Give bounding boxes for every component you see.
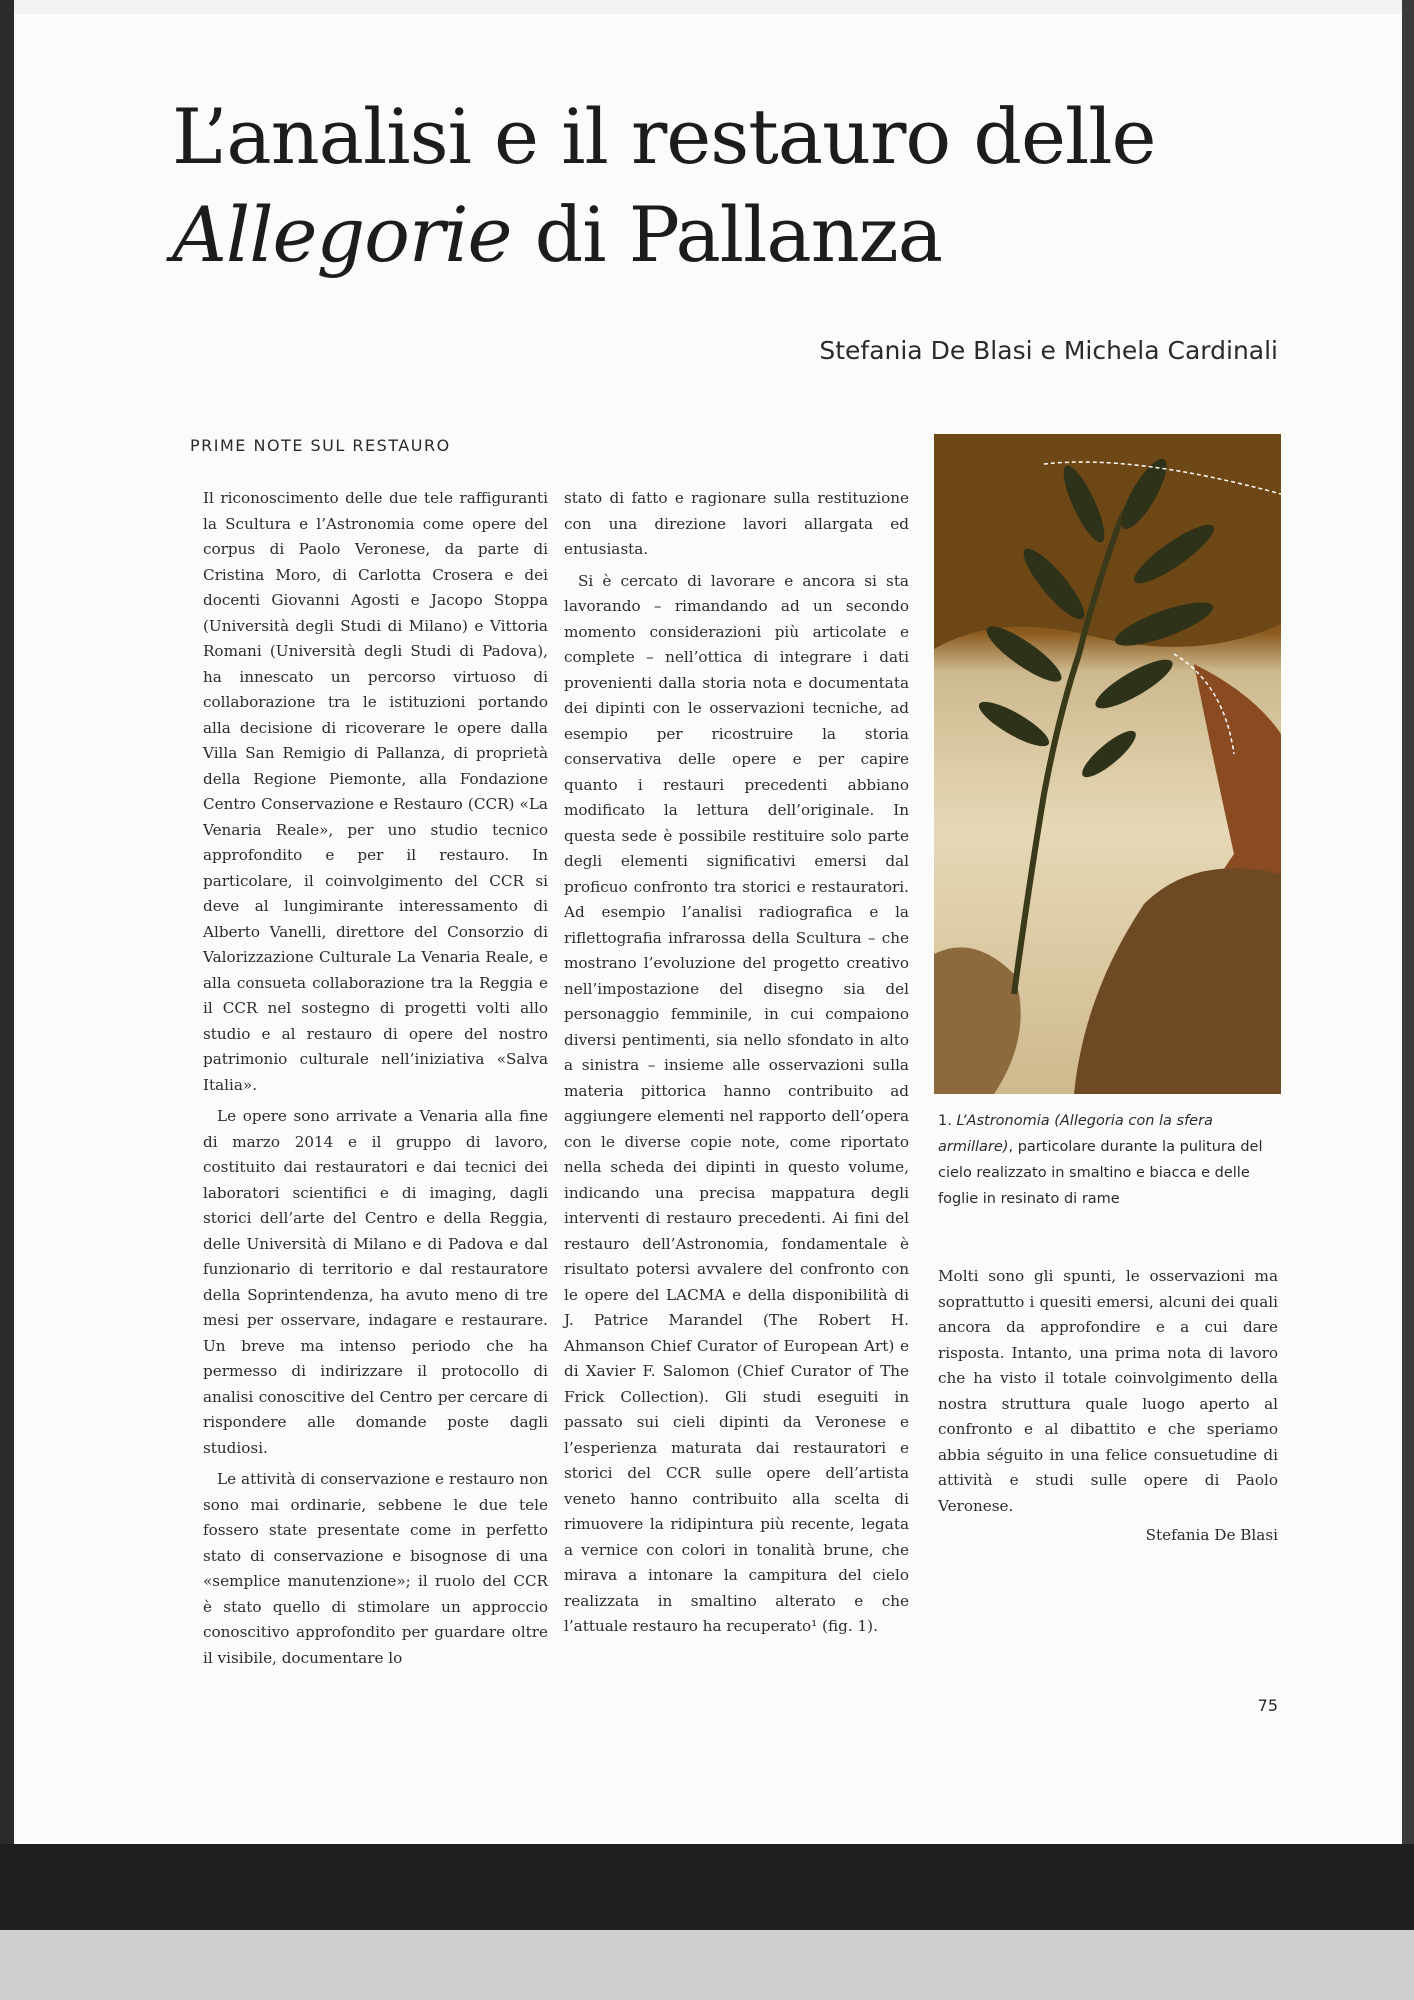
brown-overpaint-area: [934, 434, 1281, 649]
text-column-2: [564, 486, 909, 1640]
caption-number: 1.: [938, 1113, 952, 1129]
article-title: [172, 88, 1192, 284]
figure-caption: [938, 1108, 1283, 1212]
title-italic-word: Allegorie: [172, 190, 512, 279]
paragraph: Si è cercato di lavorare e ancora si sta lavorando – rimandando ad un secondo momento considerazioni più articolate e complete – nell’ottica di integrare i dati provenienti dalla storia nota e documentata dei dipinti con le osservazioni tecniche, ad esempio per ricostruire la storia conservativa delle opere e per capire quanto i restauri precedenti abbiano modificato la lettura dell’originale. In questa sede è possibile restituire solo parte degli elementi significativi emersi dal proficuo confronto tra storici e restauratori. Ad esempio l’analisi radiografica e la riflettografia infrarossa della Scultura – che mostrano l’evoluzione del progetto creativo nell’impostazione del disegno sia del personaggio femminile, in cui compaiono diversi pentimenti, sia nello sfondato in alto a sinistra – insieme alle osservazioni sulla materia pittorica hanno contribuito ad aggiungere elementi nel rapporto dell’opera con le diverse copie note, come riportato nella scheda dei dipinti in questo volume, indicando una precisa mappatura degli interventi di restauro precedenti. Ai fini del restauro dell’Astronomia, fondamentale è risultato potersi avvalere del confronto con le opere del LACMA e della disponibilità di J. Patrice Marandel (The Robert H. Ahmanson Chief Curator of European Art) e di Xavier F. Salomon (Chief Curator of The Frick Collection). Gli studi eseguiti in passato sui cieli dipinti da Veronese e l’esperienza maturata dai restauratori e storici del CCR sulle opere dell’artista veneto hanno contribuito alla scelta di rimuovere la ridipintura più recente, legata a vernice con colori in tonalità brune, che mirava a intonare la campitura del cielo realizzata in smaltino alterato e che l’attuale restauro ha recuperato¹ (fig. 1).: [564, 571, 909, 1635]
paragraph: Il riconoscimento delle due tele raffiguranti la Scultura e l’Astronomia come opere del corpus di Paolo Veronese, da parte di Cristina Moro, di Carlotta Crosera e dei docenti Giovanni Agosti e Jacopo Stoppa (Università degli Studi di Milano) e Vittoria Romani (Università degli Studi di Padova), ha innescato un percorso virtuoso di collaborazione tra le istituzioni portando alla decisione di ricoverare le opere dalla Villa San Remigio di Pallanza, di proprietà della Regione Piemonte, alla Fondazione Centro Conservazione e Restauro (CCR) «La Venaria Reale», per uno studio tecnico approfondito e per il restauro. In particolare, il coinvolgimento del CCR si deve al lungimirante interessamento di Alberto Vanelli, direttore del Consorzio di Valorizzazione Culturale La Venaria Reale, e alla consueta collaborazione tra la Reggia e il CCR nel sostegno di progetti volti allo studio e al restauro di opere del nostro patrimonio culturale nell’iniziativa «Salva Italia».: [203, 489, 548, 1094]
caption-text: , particolare durante la pulitura del cielo realizzato in smaltino e biacca e delle foglie in resinato di rame: [938, 1139, 1263, 1207]
text-column-1: [203, 486, 548, 1671]
figure-astronomia-detail: [934, 434, 1281, 1094]
paragraph: Molti sono gli spunti, le osservazioni ma soprattutto i quesiti emersi, alcuni dei quali ancora da approfondire e a cui dare risposta. Intanto, una prima nota di lavoro che ha visto il totale coinvolgimento della nostra struttura quale luogo aperto al confronto e al dibattito e che speriamo abbia séguito in una felice consuetudine di attività e studi sulle opere di Paolo Veronese.: [938, 1267, 1278, 1515]
page-number: 75: [1257, 1696, 1278, 1715]
title-line-1: L’analisi e il restauro delle: [172, 92, 1156, 181]
section-heading: PRIME NOTE SUL RESTAURO: [190, 436, 451, 455]
text-column-3: [938, 1264, 1278, 1549]
scan-right-edge: [1402, 0, 1414, 2000]
caption-italic-title: L’Astronomia (Allegoria con la sfera armillare): [938, 1113, 1213, 1155]
article-authors: Stefania De Blasi e Michela Cardinali: [819, 336, 1278, 365]
scan-bottom-strip: [0, 1930, 1414, 2000]
scan-left-edge: [0, 0, 14, 2000]
paragraph: Le attività di conservazione e restauro non sono mai ordinarie, sebbene le due tele fossero state presentate come in perfetto stato di conservazione e bisognose di una «semplice manutenzione»; il ruolo del CCR è stato quello di stimolare un approccio conoscitivo approfondito per guardare oltre il visibile, documentare lo: [203, 1470, 548, 1667]
painting-detail-image: [934, 434, 1281, 1094]
paragraph: Le opere sono arrivate a Venaria alla fine di marzo 2014 e il gruppo di lavoro, costituito dai restauratori e dai tecnici dei laboratori scientifici e di imaging, dagli storici dell’arte del Centro e della Reggia, delle Università di Milano e di Padova e dal funzionario di territorio e dal restauratore della Soprintendenza, ha avuto meno di tre mesi per osservare, indagare e restaurare. Un breve ma intenso periodo che ha permesso di indirizzare il protocollo di analisi conoscitive del Centro per cercare di rispondere alle domande poste dagli studiosi.: [203, 1107, 548, 1457]
paragraph: stato di fatto e ragionare sulla restituzione con una direzione lavori allargata ed entusiasta.: [564, 489, 909, 558]
scan-top-edge: [0, 0, 1414, 14]
author-signature: Stefania De Blasi: [1145, 1526, 1278, 1544]
title-rest: di Pallanza: [511, 190, 943, 279]
